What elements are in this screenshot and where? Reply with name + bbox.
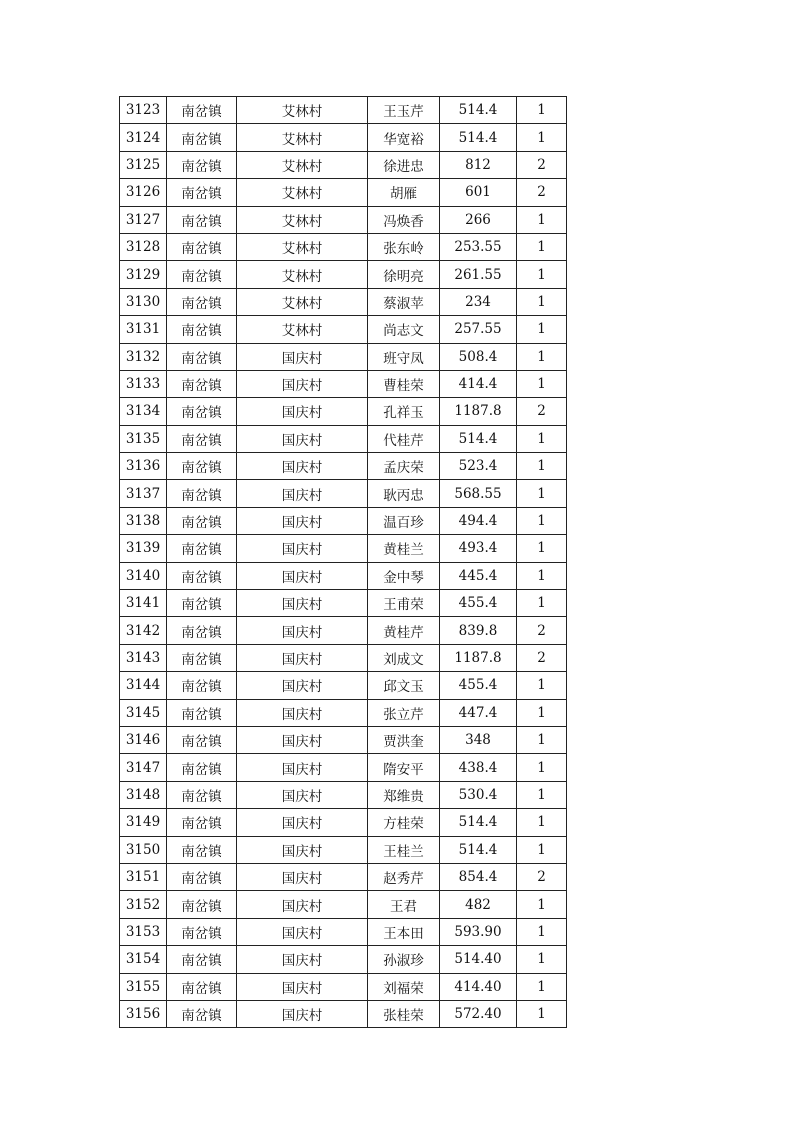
table-body [120, 97, 567, 1028]
count-cell: 1 [517, 891, 567, 918]
town-cell: 南岔镇 [167, 863, 237, 890]
row-number-cell: 3126 [120, 179, 167, 206]
town-cell: 南岔镇 [167, 726, 237, 753]
count-cell: 1 [517, 918, 567, 945]
village-cell: 国庆村 [237, 946, 368, 973]
village-cell: 国庆村 [237, 562, 368, 589]
name-cell: 王桂兰 [368, 836, 440, 863]
row-number-cell: 3137 [120, 480, 167, 507]
village-cell: 国庆村 [237, 535, 368, 562]
row-number-cell: 3128 [120, 233, 167, 260]
amount-cell: 514.40 [440, 946, 517, 973]
name-cell: 郑维贵 [368, 781, 440, 808]
name-cell: 徐明亮 [368, 261, 440, 288]
amount-cell: 530.4 [440, 781, 517, 808]
village-cell: 国庆村 [237, 425, 368, 452]
amount-cell: 854.4 [440, 863, 517, 890]
town-cell: 南岔镇 [167, 398, 237, 425]
amount-cell: 508.4 [440, 343, 517, 370]
table-row [120, 343, 567, 370]
table-row [120, 781, 567, 808]
village-cell: 艾林村 [237, 233, 368, 260]
town-cell: 南岔镇 [167, 316, 237, 343]
town-cell: 南岔镇 [167, 590, 237, 617]
count-cell: 1 [517, 480, 567, 507]
amount-cell: 455.4 [440, 590, 517, 617]
count-cell: 1 [517, 562, 567, 589]
village-cell: 国庆村 [237, 781, 368, 808]
village-cell: 国庆村 [237, 918, 368, 945]
table-row [120, 453, 567, 480]
table-row [120, 507, 567, 534]
table-row [120, 97, 567, 124]
row-number-cell: 3152 [120, 891, 167, 918]
row-number-cell: 3153 [120, 918, 167, 945]
village-cell: 国庆村 [237, 590, 368, 617]
name-cell: 孙淑珍 [368, 946, 440, 973]
town-cell: 南岔镇 [167, 918, 237, 945]
town-cell: 南岔镇 [167, 288, 237, 315]
amount-cell: 514.4 [440, 124, 517, 151]
name-cell: 黄桂芹 [368, 617, 440, 644]
amount-cell: 514.4 [440, 809, 517, 836]
amount-cell: 253.55 [440, 233, 517, 260]
village-cell: 国庆村 [237, 672, 368, 699]
data-table [119, 96, 567, 1028]
row-number-cell: 3144 [120, 672, 167, 699]
row-number-cell: 3131 [120, 316, 167, 343]
name-cell: 刘成文 [368, 644, 440, 671]
name-cell: 贾洪奎 [368, 726, 440, 753]
town-cell: 南岔镇 [167, 973, 237, 1000]
count-cell: 1 [517, 754, 567, 781]
table-row [120, 754, 567, 781]
row-number-cell: 3140 [120, 562, 167, 589]
row-number-cell: 3124 [120, 124, 167, 151]
village-cell: 国庆村 [237, 480, 368, 507]
table-row [120, 261, 567, 288]
town-cell: 南岔镇 [167, 97, 237, 124]
town-cell: 南岔镇 [167, 453, 237, 480]
town-cell: 南岔镇 [167, 891, 237, 918]
town-cell: 南岔镇 [167, 343, 237, 370]
name-cell: 班守凤 [368, 343, 440, 370]
village-cell: 艾林村 [237, 151, 368, 178]
row-number-cell: 3133 [120, 370, 167, 397]
table-row [120, 863, 567, 890]
amount-cell: 812 [440, 151, 517, 178]
count-cell: 1 [517, 316, 567, 343]
row-number-cell: 3130 [120, 288, 167, 315]
name-cell: 王君 [368, 891, 440, 918]
town-cell: 南岔镇 [167, 206, 237, 233]
count-cell: 1 [517, 590, 567, 617]
count-cell: 1 [517, 726, 567, 753]
row-number-cell: 3143 [120, 644, 167, 671]
amount-cell: 572.40 [440, 1000, 517, 1027]
town-cell: 南岔镇 [167, 781, 237, 808]
name-cell: 胡雁 [368, 179, 440, 206]
name-cell: 金中琴 [368, 562, 440, 589]
amount-cell: 261.55 [440, 261, 517, 288]
amount-cell: 482 [440, 891, 517, 918]
table-row [120, 398, 567, 425]
name-cell: 张立芹 [368, 699, 440, 726]
village-cell: 艾林村 [237, 97, 368, 124]
village-cell: 艾林村 [237, 179, 368, 206]
amount-cell: 438.4 [440, 754, 517, 781]
table-row [120, 480, 567, 507]
count-cell: 1 [517, 973, 567, 1000]
name-cell: 刘福荣 [368, 973, 440, 1000]
town-cell: 南岔镇 [167, 507, 237, 534]
name-cell: 华宽裕 [368, 124, 440, 151]
table-row [120, 672, 567, 699]
village-cell: 国庆村 [237, 453, 368, 480]
row-number-cell: 3142 [120, 617, 167, 644]
table-row [120, 316, 567, 343]
village-cell: 国庆村 [237, 507, 368, 534]
town-cell: 南岔镇 [167, 425, 237, 452]
amount-cell: 493.4 [440, 535, 517, 562]
row-number-cell: 3123 [120, 97, 167, 124]
town-cell: 南岔镇 [167, 233, 237, 260]
count-cell: 1 [517, 370, 567, 397]
name-cell: 方桂荣 [368, 809, 440, 836]
table-row [120, 206, 567, 233]
count-cell: 1 [517, 672, 567, 699]
village-cell: 国庆村 [237, 644, 368, 671]
town-cell: 南岔镇 [167, 836, 237, 863]
count-cell: 1 [517, 946, 567, 973]
count-cell: 1 [517, 699, 567, 726]
name-cell: 尚志文 [368, 316, 440, 343]
row-number-cell: 3136 [120, 453, 167, 480]
count-cell: 1 [517, 124, 567, 151]
table-row [120, 425, 567, 452]
table-row [120, 288, 567, 315]
table-row [120, 124, 567, 151]
row-number-cell: 3151 [120, 863, 167, 890]
town-cell: 南岔镇 [167, 124, 237, 151]
village-cell: 国庆村 [237, 863, 368, 890]
row-number-cell: 3156 [120, 1000, 167, 1027]
count-cell: 1 [517, 535, 567, 562]
table-row [120, 891, 567, 918]
amount-cell: 1187.8 [440, 398, 517, 425]
amount-cell: 266 [440, 206, 517, 233]
amount-cell: 514.4 [440, 425, 517, 452]
table-row [120, 535, 567, 562]
village-cell: 国庆村 [237, 809, 368, 836]
amount-cell: 601 [440, 179, 517, 206]
count-cell: 1 [517, 425, 567, 452]
name-cell: 王玉芹 [368, 97, 440, 124]
count-cell: 2 [517, 644, 567, 671]
amount-cell: 414.40 [440, 973, 517, 1000]
count-cell: 1 [517, 288, 567, 315]
village-cell: 国庆村 [237, 836, 368, 863]
count-cell: 2 [517, 863, 567, 890]
town-cell: 南岔镇 [167, 644, 237, 671]
table-row [120, 151, 567, 178]
name-cell: 冯焕香 [368, 206, 440, 233]
name-cell: 温百珍 [368, 507, 440, 534]
row-number-cell: 3125 [120, 151, 167, 178]
village-cell: 国庆村 [237, 1000, 368, 1027]
name-cell: 张东岭 [368, 233, 440, 260]
table-row [120, 973, 567, 1000]
name-cell: 曹桂荣 [368, 370, 440, 397]
amount-cell: 523.4 [440, 453, 517, 480]
amount-cell: 1187.8 [440, 644, 517, 671]
name-cell: 王本田 [368, 918, 440, 945]
row-number-cell: 3139 [120, 535, 167, 562]
name-cell: 孟庆荣 [368, 453, 440, 480]
count-cell: 2 [517, 617, 567, 644]
village-cell: 国庆村 [237, 617, 368, 644]
village-cell: 艾林村 [237, 124, 368, 151]
village-cell: 国庆村 [237, 398, 368, 425]
amount-cell: 414.4 [440, 370, 517, 397]
row-number-cell: 3138 [120, 507, 167, 534]
name-cell: 邱文玉 [368, 672, 440, 699]
village-cell: 国庆村 [237, 370, 368, 397]
town-cell: 南岔镇 [167, 617, 237, 644]
row-number-cell: 3146 [120, 726, 167, 753]
town-cell: 南岔镇 [167, 946, 237, 973]
count-cell: 1 [517, 507, 567, 534]
town-cell: 南岔镇 [167, 754, 237, 781]
table-row [120, 562, 567, 589]
amount-cell: 348 [440, 726, 517, 753]
count-cell: 2 [517, 179, 567, 206]
amount-cell: 257.55 [440, 316, 517, 343]
town-cell: 南岔镇 [167, 672, 237, 699]
name-cell: 黄桂兰 [368, 535, 440, 562]
count-cell: 1 [517, 453, 567, 480]
count-cell: 1 [517, 206, 567, 233]
village-cell: 艾林村 [237, 316, 368, 343]
name-cell: 隋安平 [368, 754, 440, 781]
table-row [120, 1000, 567, 1027]
row-number-cell: 3135 [120, 425, 167, 452]
name-cell: 代桂芹 [368, 425, 440, 452]
table-row [120, 809, 567, 836]
village-cell: 艾林村 [237, 261, 368, 288]
town-cell: 南岔镇 [167, 562, 237, 589]
row-number-cell: 3147 [120, 754, 167, 781]
count-cell: 1 [517, 1000, 567, 1027]
town-cell: 南岔镇 [167, 261, 237, 288]
row-number-cell: 3129 [120, 261, 167, 288]
count-cell: 2 [517, 151, 567, 178]
row-number-cell: 3149 [120, 809, 167, 836]
count-cell: 1 [517, 781, 567, 808]
name-cell: 蔡淑苹 [368, 288, 440, 315]
row-number-cell: 3150 [120, 836, 167, 863]
count-cell: 1 [517, 343, 567, 370]
town-cell: 南岔镇 [167, 1000, 237, 1027]
name-cell: 王甫荣 [368, 590, 440, 617]
table-row [120, 179, 567, 206]
table-row [120, 233, 567, 260]
name-cell: 张桂荣 [368, 1000, 440, 1027]
row-number-cell: 3134 [120, 398, 167, 425]
amount-cell: 455.4 [440, 672, 517, 699]
row-number-cell: 3127 [120, 206, 167, 233]
amount-cell: 445.4 [440, 562, 517, 589]
table-row [120, 644, 567, 671]
amount-cell: 494.4 [440, 507, 517, 534]
village-cell: 艾林村 [237, 288, 368, 315]
table-row [120, 918, 567, 945]
village-cell: 国庆村 [237, 891, 368, 918]
name-cell: 孔祥玉 [368, 398, 440, 425]
town-cell: 南岔镇 [167, 480, 237, 507]
town-cell: 南岔镇 [167, 179, 237, 206]
table-row [120, 370, 567, 397]
village-cell: 国庆村 [237, 343, 368, 370]
table-row [120, 699, 567, 726]
town-cell: 南岔镇 [167, 370, 237, 397]
name-cell: 赵秀芹 [368, 863, 440, 890]
row-number-cell: 3148 [120, 781, 167, 808]
count-cell: 1 [517, 233, 567, 260]
count-cell: 1 [517, 97, 567, 124]
village-cell: 艾林村 [237, 206, 368, 233]
amount-cell: 568.55 [440, 480, 517, 507]
row-number-cell: 3155 [120, 973, 167, 1000]
town-cell: 南岔镇 [167, 809, 237, 836]
table-row [120, 836, 567, 863]
amount-cell: 234 [440, 288, 517, 315]
row-number-cell: 3141 [120, 590, 167, 617]
town-cell: 南岔镇 [167, 151, 237, 178]
town-cell: 南岔镇 [167, 699, 237, 726]
table-row [120, 726, 567, 753]
town-cell: 南岔镇 [167, 535, 237, 562]
amount-cell: 839.8 [440, 617, 517, 644]
amount-cell: 514.4 [440, 97, 517, 124]
row-number-cell: 3145 [120, 699, 167, 726]
row-number-cell: 3132 [120, 343, 167, 370]
amount-cell: 593.90 [440, 918, 517, 945]
table-row [120, 946, 567, 973]
village-cell: 国庆村 [237, 699, 368, 726]
count-cell: 1 [517, 261, 567, 288]
amount-cell: 447.4 [440, 699, 517, 726]
table-row [120, 617, 567, 644]
count-cell: 2 [517, 398, 567, 425]
village-cell: 国庆村 [237, 726, 368, 753]
count-cell: 1 [517, 809, 567, 836]
village-cell: 国庆村 [237, 754, 368, 781]
name-cell: 徐进忠 [368, 151, 440, 178]
village-cell: 国庆村 [237, 973, 368, 1000]
name-cell: 耿丙忠 [368, 480, 440, 507]
amount-cell: 514.4 [440, 836, 517, 863]
row-number-cell: 3154 [120, 946, 167, 973]
count-cell: 1 [517, 836, 567, 863]
table-row [120, 590, 567, 617]
